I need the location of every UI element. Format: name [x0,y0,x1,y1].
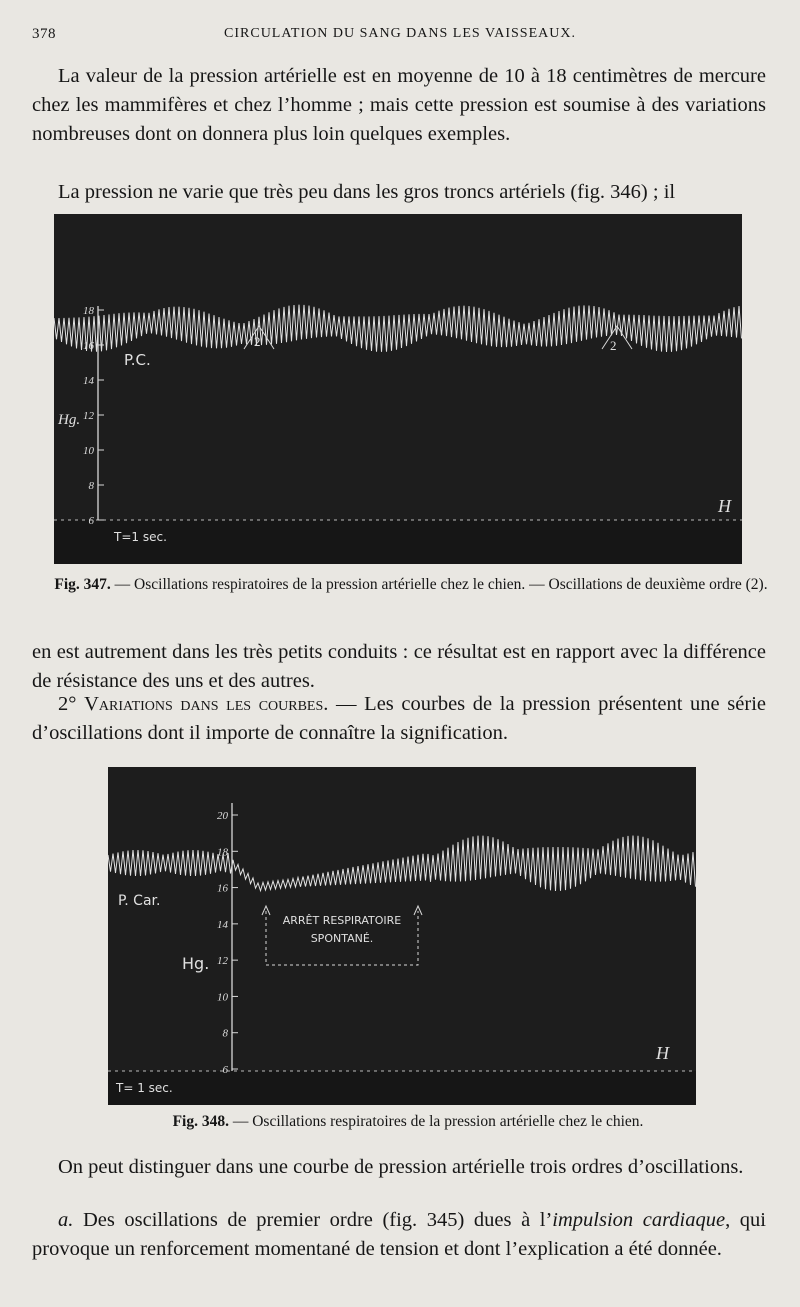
fig347-tick-label: 6 [88,515,94,527]
section-heading: Variations dans les courbes. [84,693,329,715]
fig348-tick-label: 6 [222,1064,228,1076]
paragraph-large-trunks [32,178,766,207]
figure-348 [108,767,696,1105]
paragraph-three-orders [32,1153,766,1182]
fig348-tick-label: 12 [217,955,228,968]
fig347-tick-label: 8 [88,480,94,492]
fig347-tick-label: 10 [83,445,94,457]
paragraph-variations-text: — Les courbes de la pression présentent une série d’oscillations dont il importe de connaître la signification. [32,693,766,744]
unit-label-hg: Hg. [58,412,81,428]
running-title: CIRCULATION DU SANG DANS LES VAISSEAUX. [224,26,576,41]
time-label: T= 1 sec. [116,1081,173,1095]
unit-label-hg: Hg. [182,954,210,973]
paragraph-small-conduits [32,638,766,696]
paragraph-first-order-text: Des oscillations de premier ordre (fig. 345) dues à l’ [73,1209,553,1231]
fig347-tick-label: 12 [83,410,94,422]
figure-347-caption-text: — Oscillations respiratoires de la pression artérielle chez le chien. — Oscillations de deuxième ordre (2). [110,576,768,593]
time-label: T=1 sec. [114,530,167,544]
paragraph-variations [32,690,766,748]
fig348-tick-label: 10 [217,991,228,1004]
figure-348-caption-text: — Oscillations respiratoires de la pression artérielle chez le chien. [228,1113,644,1130]
paragraph-large-trunks-text: La pression ne varie que très peu dans les gros troncs artériels (fig. 346) ; il [58,181,676,203]
section-number: 2° [58,693,77,715]
running-header [32,26,768,50]
paragraph-small-conduits-text: en est autrement dans les très petits conduits : ce résultat est en rapport avec la différence de résistance des uns et des autres. [32,641,766,692]
paragraph-pressure-values [32,62,766,149]
trace-label-pc: P.C. [124,351,151,369]
fig348-tick-label: 8 [222,1027,228,1040]
annotation-arret: ARRÊT RESPIRATOIRE [282,914,402,927]
list-marker-a: a. [58,1209,74,1231]
annotation-spontane: SPONTANÉ. [310,932,374,945]
trace-label-pcar: P. Car. [118,893,161,909]
figure-348-plot [108,767,696,1105]
fig347-tick-label: 14 [83,375,94,387]
paragraph-three-orders-text: On peut distinguer dans une courbe de pression artérielle trois ordres d’oscillations. [58,1156,744,1178]
marker-2-first: 2 [254,334,261,349]
y-axis-ticks [217,810,238,1076]
engraver-signature: H [718,496,731,516]
figure-348-caption-number: Fig. 348. [172,1113,229,1130]
fig347-tick-label: 16 [83,340,94,352]
marker-2-second: 2 [610,338,617,353]
paragraph-first-order [32,1206,766,1264]
fig348-tick-label: 20 [217,810,228,822]
figure-347 [54,214,742,564]
paragraph-first-order-end: , qui provoque un renforcement momentané de tension et dont l’explication a été donnée. [32,1209,766,1260]
fig347-tick-label: 18 [83,305,94,317]
fig348-tick-label: 18 [217,846,228,859]
emphasis-impulsion: impulsion cardiaque [552,1209,726,1231]
engraver-signature: H [656,1043,669,1063]
figure-348-caption [108,1112,708,1132]
figure-347-caption [54,575,768,595]
fig348-tick-label: 14 [217,918,228,931]
page-number: 378 [32,26,56,42]
figure-347-plot [54,214,742,564]
figure-347-caption-number: Fig. 347. [54,576,111,593]
fig348-tick-label: 16 [217,882,228,895]
paragraph-pressure-values-text: La valeur de la pression artérielle est en moyenne de 10 à 18 centimètres de mercure chez les mammifères et chez l’homme ; mais cette pression est soumise à des variations nombreuses dont on donnera plus loin quelques exemples. [32,65,766,145]
